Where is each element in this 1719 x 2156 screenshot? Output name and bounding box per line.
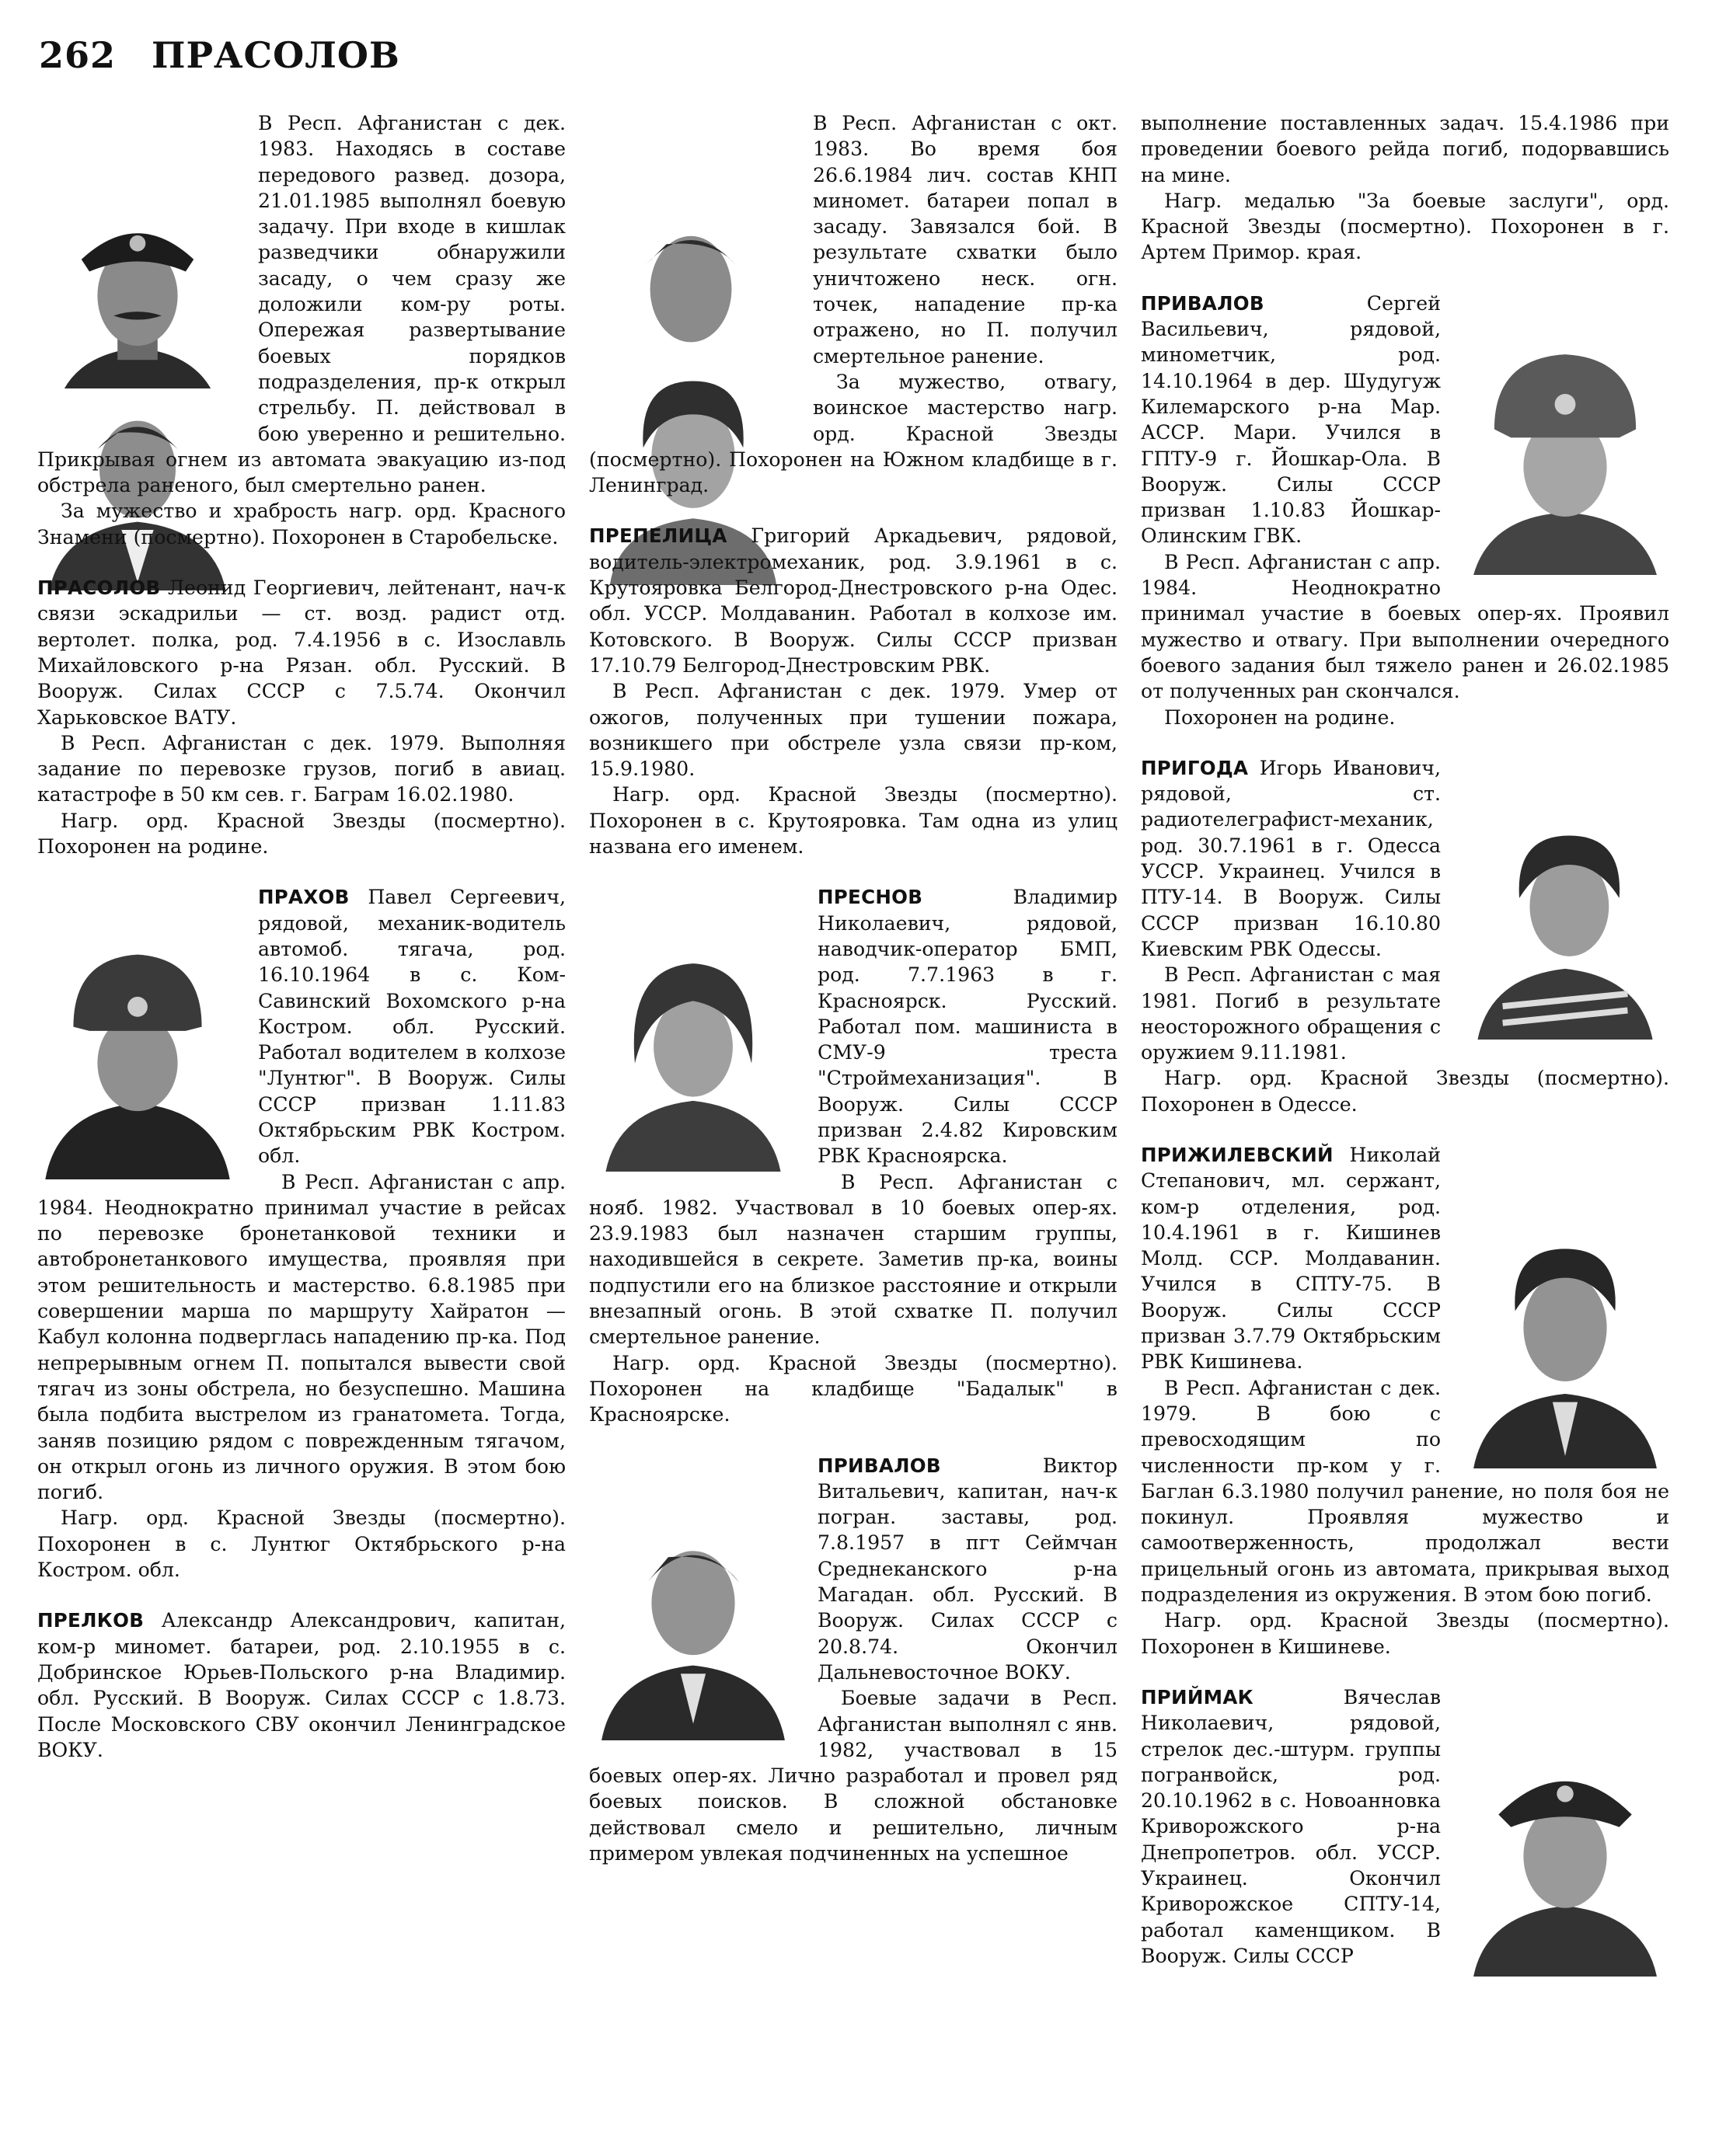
portrait-photo xyxy=(1461,1220,1669,1468)
entry-paragraph: В Респ. Афганистан с дек. 1979. В бою с превосходящим по численности пр-ком у г. Баглан 6.3.1980 получил ранение, но поля боя не покинул. Проявляя мужество и самоотверженность, продолжал вести прицельный огонь из автомата, прикрывая выход подразделения из окружения. В этом бою погиб. xyxy=(1141,1376,1669,1607)
entry-paragraph: За мужество, отвагу, воинское мастерство нагр. орд. Красной Звезды (посмертно). Похоронен на Южном кладбище в г. Ленинград. xyxy=(589,370,1118,497)
entry-name: ПРЕЛКОВ xyxy=(37,1609,145,1632)
entry-paragraph: Нагр. орд. Красной Звезды (посмертно). Похоронен в Одессе. xyxy=(1141,1067,1669,1116)
entry-paragraph: Нагр. орд. Красной Звезды (посмертно). Похоронен на родине. xyxy=(37,809,566,859)
entry-name: ПРИВАЛОВ xyxy=(1141,291,1264,315)
entry-paragraph: Нагр. орд. Красной Звезды (посмертно). Похоронен в с. Лунтюг Октябрьского р-на Костром. обл. xyxy=(37,1506,566,1582)
entry-paragraph: Николай Степанович, мл. сержант, ком-р отделения, род. 10.4.1961 в г. Кишинев Молд. ССР. Молдаванин. Учился в СПТУ-75. В Вооруж. Силы СССР призван 3.7.79 Октябрьским РВК Кишинева. xyxy=(1141,1143,1441,1374)
entry-paragraph: В Респ. Афганистан с мая 1981. Погиб в результате неосторожного обращения с оружием 9.11.1981. xyxy=(1141,963,1441,1064)
portrait-photo xyxy=(1461,342,1669,575)
column-3 xyxy=(1141,110,1669,1994)
entry-paragraph: выполнение поставленных задач. 15.4.1986 при проведении боевого рейда погиб, подорвавшись на мине. xyxy=(1141,112,1669,186)
entry-prasolov xyxy=(37,575,566,859)
entry-prigoda xyxy=(1141,755,1669,1117)
entry-paragraph: В Респ. Афганистан с дек. 1979. Умер от ожогов, полученных при тушении пожара, возникшего при обстреле узла связи пр-ком, 15.9.1980. xyxy=(589,680,1118,781)
entry-paragraph: За мужество и храбрость нагр. орд. Красного Знамени (посмертно). Похоронен в Старобельске. xyxy=(37,500,566,549)
entry-paragraph: Леонид Георгиевич, лейтенант, нач-к связи эскадрильи — ст. возд. радист отд. вертолет. полка, род. 7.4.1956 в с. Изославль Михайловского р-на Рязан. обл. Русский. В Вооруж. Силах СССР с 7.5.74. Окончил Харьковское ВАТУ. xyxy=(37,576,566,729)
entry-name: ПРЕПЕЛИЦА xyxy=(589,524,727,548)
portrait-photo xyxy=(589,1507,797,1740)
entry-paragraph: В Респ. Афганистан с апр. 1984. Неоднократно принимал участие в боевых опер-ях. Проявил мужество и отвагу. При выполнении очередного боевого задания был тяжело ранен и 26.02.1985 от полученных ран скончался. xyxy=(1141,550,1669,703)
entry-paragraph: Григорий Аркадьевич, рядовой, водитель-электромеханик, род. 3.9.1961 в с. Крутояровка Белгород-Днестровского р-на Одес. обл. УССР. Молдаванин. Работал в колхозе им. Котовского. В Вооруж. Силы СССР призван 17.10.79 Белгород-Днестровским РВК. xyxy=(589,524,1118,677)
page-number: 262 xyxy=(39,34,117,76)
entry-prizhilevsky xyxy=(1141,1142,1669,1660)
column-1 xyxy=(37,110,566,1788)
entry-paragraph: В Респ. Афганистан с окт. 1983. Во время боя 26.6.1984 лич. состав КНП миномет. батареи попал в засаду. Завязался бой. В результате схватки было уничтожено неск. огн. точек, нападение пр-ка отражено, но П. получил смертельное ранение. xyxy=(813,112,1118,367)
entry-name: ПРАХОВ xyxy=(258,886,350,909)
entry-paragraph: В Респ. Афганистан с дек. 1983. Находясь в составе передового развед. дозора, 21.01.1985 выполнял боевую задачу. При входе в кишлак разведчики обнаружили засаду, о чем сразу же доложили ком-ру роты. Опережая развертывание боевых порядков подразделения, пр-к открыл стрельбу. П. действовал в бою уверенно и решительно. Прикрывая огнем из автомата эвакуацию из-под обстрела раненого, был смертельно ранен. xyxy=(37,112,566,497)
running-title: ПРАСОЛОВ xyxy=(152,34,400,76)
entry-name: ПРИЖИЛЕВСКИЙ xyxy=(1141,1143,1334,1166)
portrait-photo xyxy=(1461,806,1669,1040)
entry-paragraph: В Респ. Афганистан с дек. 1979. Выполняя задание по перевозке грузов, погиб в авиац. катастрофе в 50 км сев. г. Баграм 16.02.1980. xyxy=(37,731,566,806)
entry-privalov-viktor xyxy=(589,1453,1118,1867)
entry-name: ПРИВАЛОВ xyxy=(818,1454,941,1477)
entry-paragraph: Сергей Васильевич, рядовой, минометчик, род. 14.10.1964 в дер. Шудугуж Килемарского р-на Мар. АССР. Мари. Учился в ГПТУ-9 г. Йошкар-Ола. В Вооруж. Силы СССР призван 1.10.83 Йошкар-Олинским ГВК. xyxy=(1141,291,1441,548)
column-2 xyxy=(589,110,1118,1891)
entry-paragraph: Нагр. медалью "За боевые заслуги", орд. Красной Звезды (посмертно). Похоронен в г. Артем Примор. края. xyxy=(1141,189,1669,264)
entry-paragraph: В Респ. Афганистан с нояб. 1982. Участвовал в 10 боевых опер-ях. 23.9.1983 был назначен старшим группы, находившейся в секрете. Заметив пр-ка, воины подпустили его на близкое расстояние и открыли внезапный огонь. В этой схватке П. получил смертельное ранение. xyxy=(589,1170,1118,1349)
entry-paragraph: Нагр. орд. Красной Звезды (посмертно). Похоронен в с. Крутояровка. Там одна из улиц названа его именем. xyxy=(589,783,1118,859)
entry-prasolov-continued xyxy=(37,110,566,550)
entry-name: ПРЕСНОВ xyxy=(818,886,923,909)
entry-paragraph: Владимир Николаевич, рядовой, наводчик-оператор БМП, род. 7.7.1963 в г. Красноярск. Русский. Работал пом. машиниста в СМУ-9 треста "Строймеханизация". В Вооруж. Силы СССР призван 2.4.82 Кировским РВК Красноярска. xyxy=(818,886,1118,1168)
entry-privalov-viktor-continued xyxy=(1141,110,1669,266)
entry-privalov-sergey xyxy=(1141,291,1669,730)
portrait-photo xyxy=(37,939,238,1179)
entry-paragraph: Игорь Иванович, рядовой, ст. радиотелеграфист-механик, род. 30.7.1961 в г. Одесса УССР. Украинец. Учился в ПТУ-14. В Вооруж. Силы СССР призван 16.10.80 Киевским РВК Одессы. xyxy=(1141,756,1441,960)
entry-paragraph: Александр Александрович, капитан, ком-р миномет. батареи, род. 2.10.1955 в с. Добринское Юрьев-Польского р-на Владимир. обл. Русский. В Вооруж. Силах СССР с 1.8.73. После Московского СВУ окончил Ленинградское ВОКУ. xyxy=(37,1609,566,1761)
portrait-photo xyxy=(1461,1736,1669,1977)
entry-prakhov xyxy=(37,884,566,1583)
entry-paragraph: Боевые задачи в Респ. Афганистан выполнял с янв. 1982, участвовал в 15 боевых опер-ях. Лично разработал и провел ряд боевых поисков. В сложной обстановке действовал смело и решительно, личным примером увлекая подчиненных на успешное xyxy=(589,1687,1118,1865)
entry-paragraph: Виктор Витальевич, капитан, нач-к погран. заставы, род. 7.8.1957 в пгт Сеймчан Среднеканского р-на Магадан. обл. Русский. В Вооруж. Силах СССР с 20.8.74. Окончил Дальневосточное ВОКУ. xyxy=(818,1454,1118,1684)
entry-name: ПРАСОЛОВ xyxy=(37,576,161,600)
entry-prepelitsa xyxy=(589,523,1118,859)
entry-name: ПРИЙМАК xyxy=(1141,1685,1254,1708)
entry-paragraph: Нагр. орд. Красной Звезды (посмертно). Похоронен в Кишиневе. xyxy=(1141,1609,1669,1658)
entry-paragraph: Вячеслав Николаевич, рядовой, стрелок дес.-штурм. группы погранвойск, род. 20.10.1962 в с. Новоанновка Криворожского р-на Днепропетров. обл. УССР. Украинец. Окончил Криворожское СПТУ-14, работал каменщиком. В Вооруж. Силы СССР xyxy=(1141,1685,1441,1967)
entry-prelkov xyxy=(37,1607,566,1763)
portrait-photo xyxy=(589,939,797,1172)
page-header xyxy=(39,34,400,76)
entry-paragraph: Нагр. орд. Красной Звезды (посмертно). Похоронен на кладбище "Бадалык" в Красноярске. xyxy=(589,1351,1118,1426)
entry-priimak xyxy=(1141,1684,1669,1969)
entry-paragraph: Павел Сергеевич, рядовой, механик-водитель автомоб. тягача, род. 16.10.1964 в с. Ком-Савинский Вохомского р-на Костром. обл. Русский. Работал водителем в колхозе "Лунтюг". В Вооруж. Силы СССР призван 1.11.83 Октябрьским РВК Костром. обл. xyxy=(258,886,566,1168)
entry-paragraph: Похоронен на родине. xyxy=(1164,705,1396,729)
entry-name: ПРИГОДА xyxy=(1141,756,1249,779)
entry-paragraph: В Респ. Афганистан с апр. 1984. Неоднократно принимал участие в рейсах по перевозке бронетанковой техники и автобронетанкового имущества, проявляя при этом решительность и мастерство. 6.8.1985 при совершении марша по маршруту Хайратон —Кабул колонна подверглась нападению пр-ка. Под непрерывным огнем П. попытался вывести свой тягач из зоны обстрела, но безуспешно. Машина была подбита выстрелом из гранатомета. Тогда, заняв позицию рядом с поврежденным тягачом, он открыл огонь из личного оружия. В этом бою погиб. xyxy=(37,1170,566,1504)
entry-presnov xyxy=(589,884,1118,1427)
